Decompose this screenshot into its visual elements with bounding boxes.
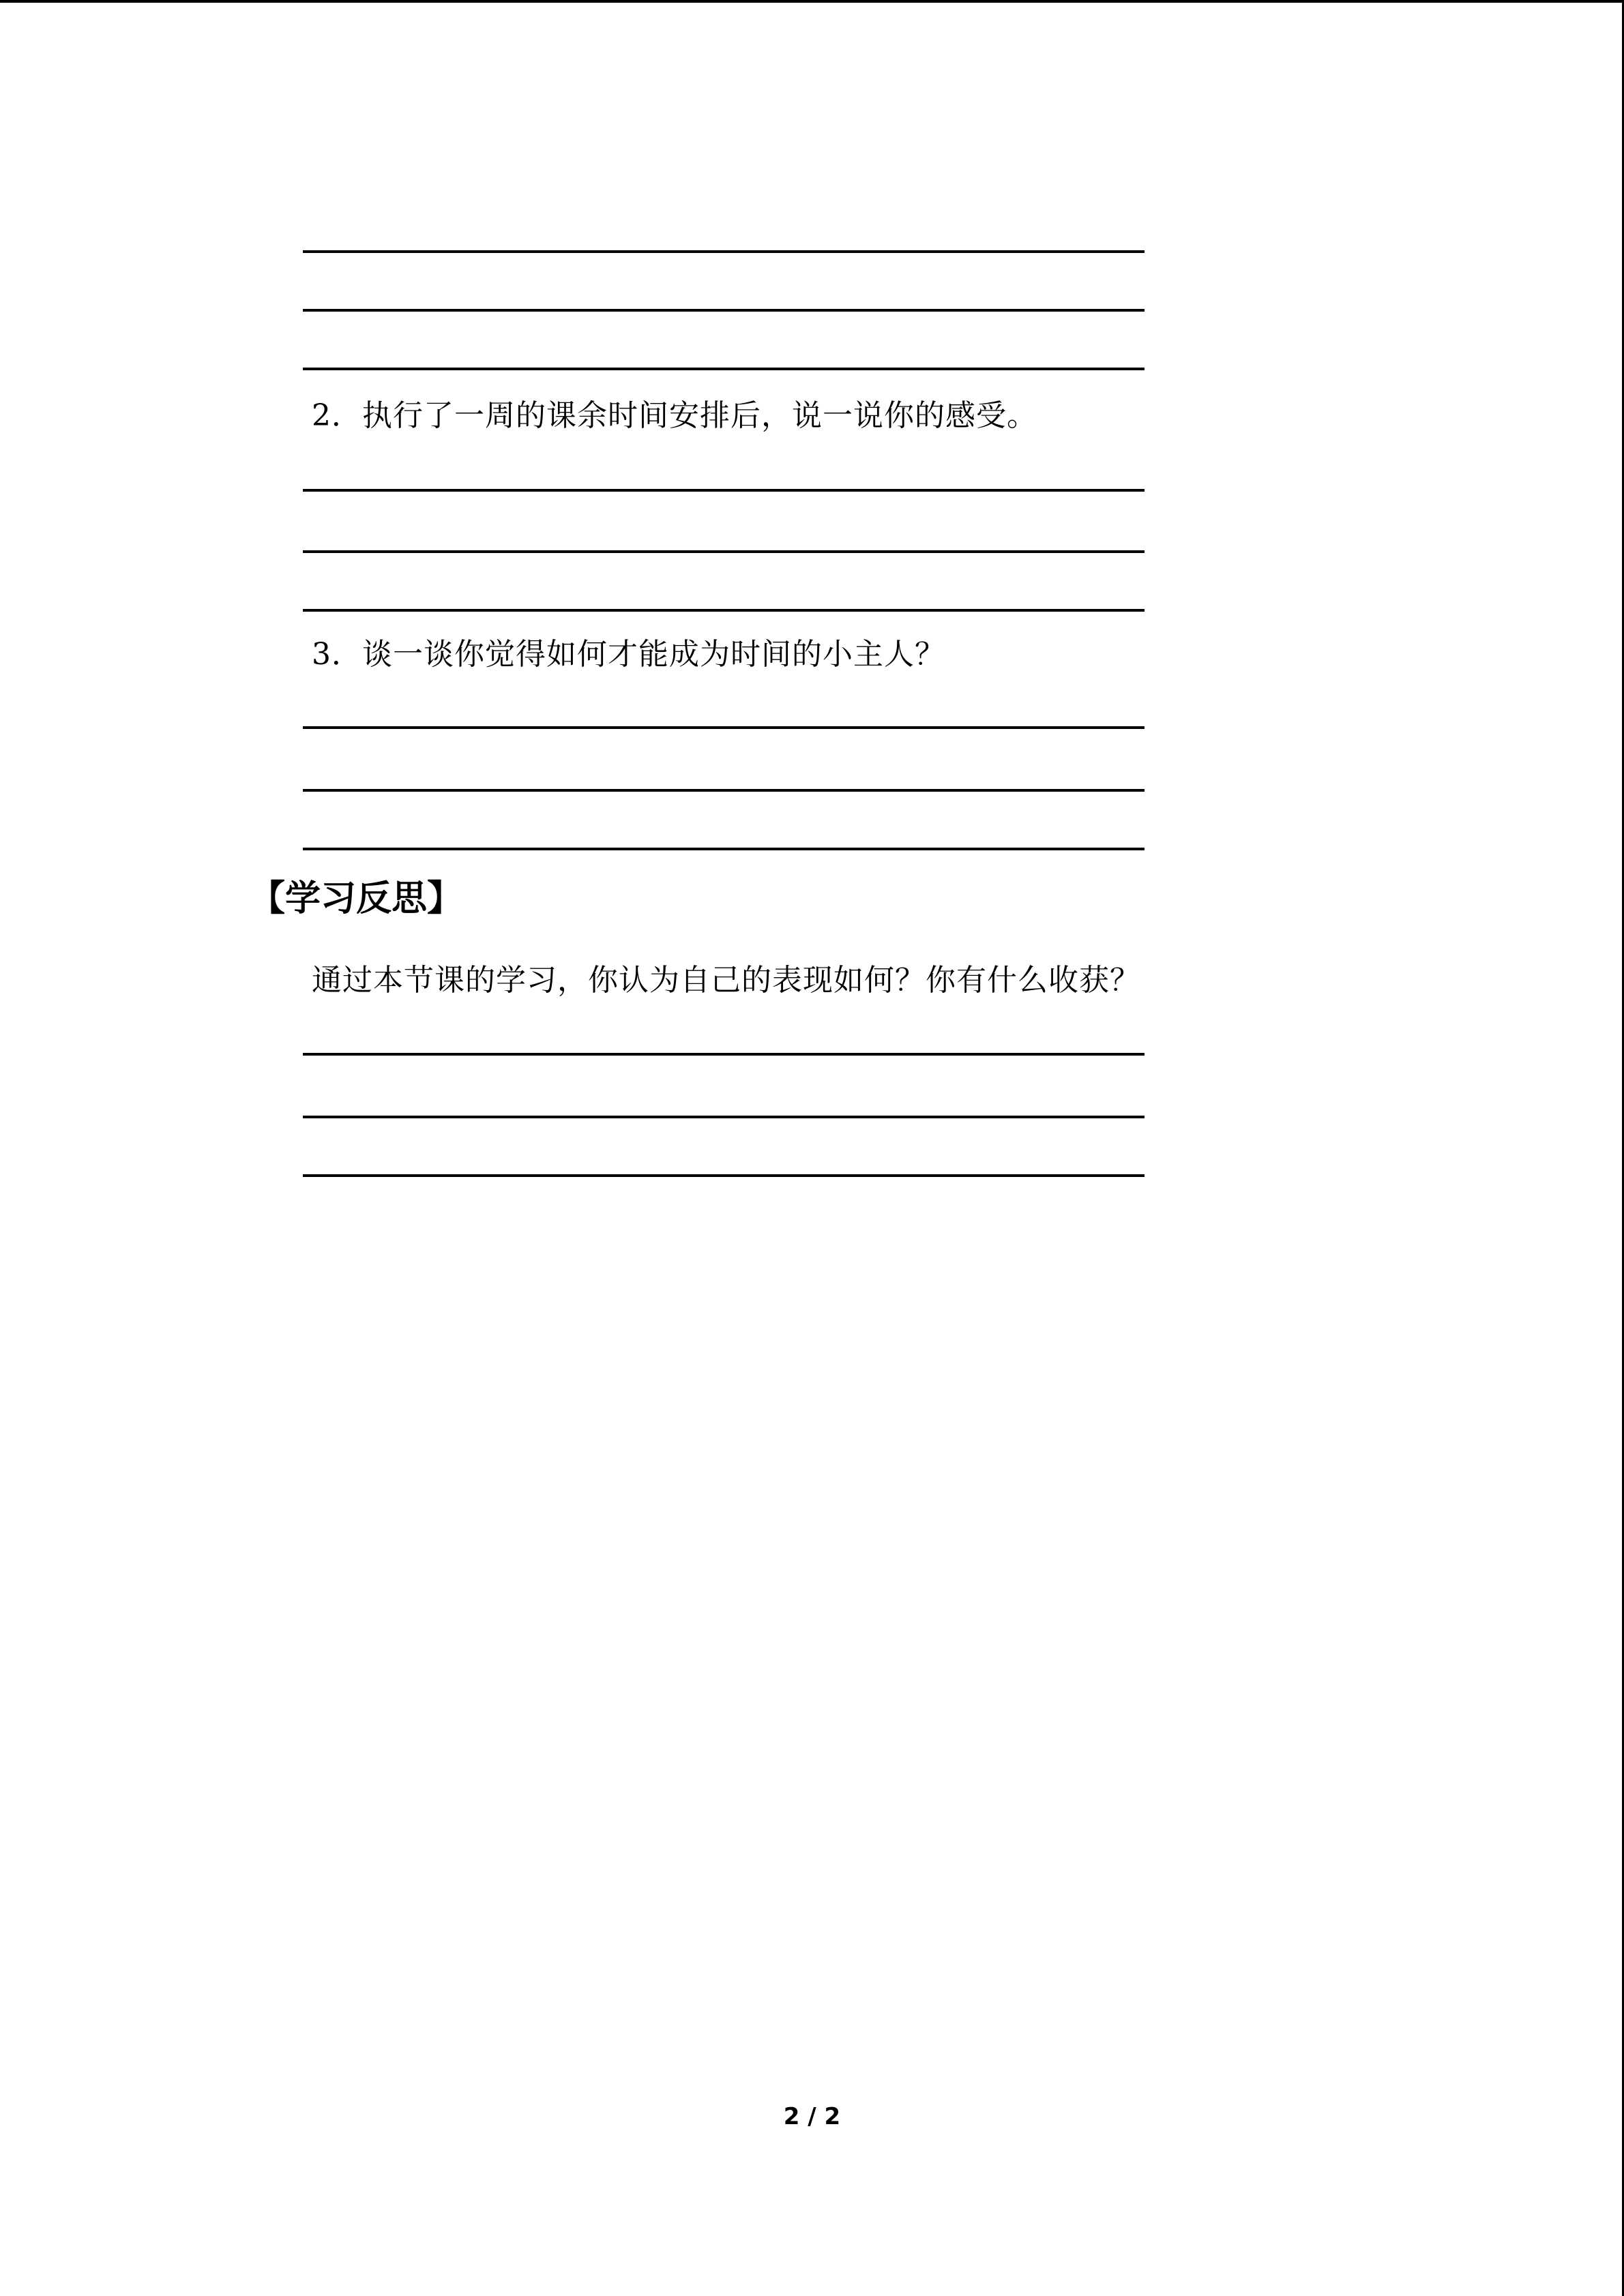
answer-line	[303, 848, 1145, 850]
answer-line	[303, 489, 1145, 492]
answer-line	[303, 250, 1145, 253]
answer-line	[303, 1116, 1145, 1118]
page-number: 2 / 2	[783, 2103, 841, 2130]
section-heading-reflection: 【学习反思】	[250, 878, 463, 919]
answer-line	[303, 309, 1145, 312]
reflection-prompt: 通过本节课的学习，你认为自己的表现如何？你有什么收获？	[312, 963, 1140, 998]
answer-line	[303, 1174, 1145, 1177]
answer-line	[303, 789, 1145, 792]
answer-line	[303, 368, 1145, 370]
answer-line	[303, 1053, 1145, 1056]
question-2: 2．执行了一周的课余时间安排后，说一说你的感受。	[312, 398, 1037, 433]
answer-line	[303, 550, 1145, 553]
answer-line	[303, 726, 1145, 729]
question-3: 3．谈一谈你觉得如何才能成为时间的小主人？	[312, 637, 945, 672]
answer-line	[303, 609, 1145, 612]
page-top-border	[0, 0, 1624, 3]
